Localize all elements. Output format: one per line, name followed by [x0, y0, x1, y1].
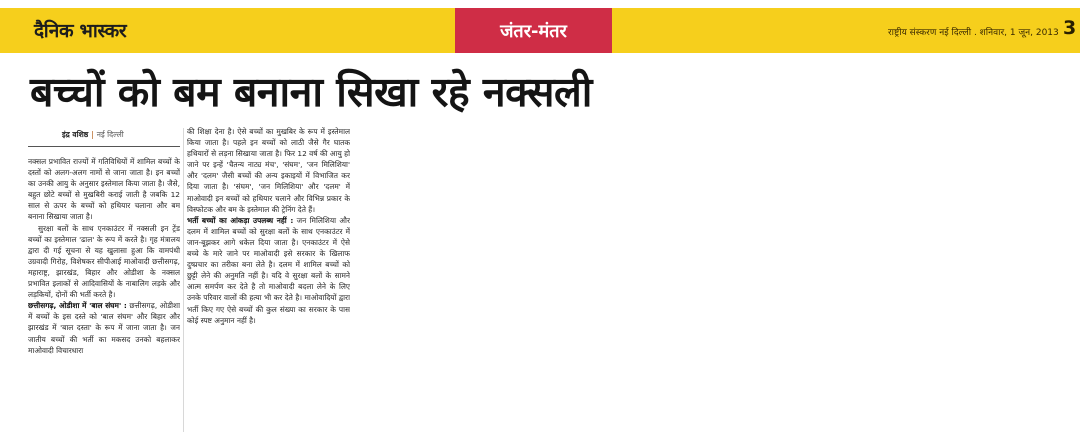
column-1-paragraph-2: सुरक्षा बलों के साथ एनकाउंटर में नक्सली इन ट्रेंड बच्चों का इस्तेमाल 'ढाल' के रूप में करते है। गृह मंत्रालय द्वारा दी गई सूचना से यह खुलासा हुआ कि वामपंथी उग्रवादी गिरोह, विशेषकर सीपीआई माओवादी छत्तीसगढ़, महाराष्ट्र, झारखंड, बिहार और ओडीशा के नक्सल प्रभावित इलाकों से आदिवासियों के नाबालिग लड़के और लड़कियों, दोनों की भर्ती करते है।: [28, 223, 180, 300]
article-column-2: [187, 126, 350, 432]
section-title: जंतर-मंतर: [500, 20, 567, 42]
article-column-1: [28, 156, 180, 436]
byline-location: नई दिल्ली: [96, 130, 124, 139]
column-1-paragraph-3: [28, 300, 180, 355]
column-2-paragraph-2-text: जन मिलिशिया और दलम में शामिल बच्चों को सुरक्षा बलों के साथ एनकाउंटर में जान-बूझकर आगे धकेल दिया जाता है। एनकाउंटर में ऐसे बच्चे के मारे जाने पर माओवादी इसे सरकार के खिलाफ दुष्प्रचार का तरीका बना लेते है। दलम में शामिल बच्चों को छुट्टी लेने की अनुमति नहीं है। यदि वे सुरक्षा बलों के सामने आत्म समर्पण कर देते है तो माओवादी बदला लेने के लिए उनके परिवार वालों की हत्या भी कर देते है। माओवादियों द्वारा भर्ती किए गए ऐसे बच्चों की कुल संख्या का सरकार के पास कोई स्पष्ट अनुमान नहीं है।: [187, 215, 350, 325]
edition-dateline: राष्ट्रीय संस्करण नई दिल्ली . शनिवार, 1 जून, 2013: [888, 28, 1059, 38]
byline-rule: [28, 146, 180, 147]
column-2-paragraph-2: [187, 215, 350, 326]
section-label: [455, 8, 612, 53]
byline: [62, 130, 124, 140]
byline-author: इंद्र वशिष्ठ: [62, 130, 89, 139]
column-2-paragraph-1: की शिक्षा देना है। ऐसे बच्चों का मुखबिर के रूप में इस्तेमाल किया जाता है। पहले इन बच्चों को लाठी जैसे गैर घातक हथियारों से लड़ना सिखाया जाता है। फिर 12 वर्ष की आयु हो जाने पर इन्हें 'चैतन्य नाट्य मंच', 'संघम', 'जन मिलिशिया' और 'दलम' जैसी बच्चों की अन्य इकाइयों में विभाजित कर दिया जाता है। 'संघम', 'जन मिलिशिया' और 'दलम' में माओवादी इन बच्चों को हथियार चलाने और विभिन्न प्रकार के विस्फोटक और बम के इस्तेमाल की ट्रेनिंग देते हैं।: [187, 127, 350, 214]
subhead-bal-sangham: छत्तीसगढ़, ओडीशा में 'बाल संघम' :: [28, 301, 127, 311]
column-1-paragraph-1: नक्सल प्रभावित राज्यों में गतिविधियों में शामिल बच्चों के दस्तों को अलग-अलग नामों से जाना जाता है। इन बच्चों का उनकी आयु के अनुसार इस्तेमाल किया जाता है। जैसे, बहुत छोटे बच्चों से मुखबिरी कराई जाती है जबकि 12 साल से ऊपर के बच्चों को हथियार चलाना और बम बनाना सिखाया जाता है।: [28, 157, 180, 222]
subhead-recruitment-data: भर्ती बच्चों का आंकड़ा उपलब्ध नहीं :: [187, 215, 294, 225]
byline-separator: |: [91, 130, 94, 139]
column-1-paragraph-3-text: छत्तीसगढ़, ओडीशा में बच्चों के इस दस्ते को 'बाल संघम' और बिहार और झारखंड में 'बाल दस्ता' के रूप में जाना जाता है। जन जातीय बच्चों की भर्ती का मकसद उनको बहलाकर माओवादी विचारधारा: [28, 301, 180, 355]
top-margin: [0, 0, 1080, 8]
newspaper-logo: दैनिक भास्कर: [34, 20, 127, 42]
column-divider: [183, 128, 184, 432]
article-headline: बच्चों को बम बनाना सिखा रहे नक्सली: [30, 68, 592, 116]
page-number: 3: [1063, 17, 1077, 39]
